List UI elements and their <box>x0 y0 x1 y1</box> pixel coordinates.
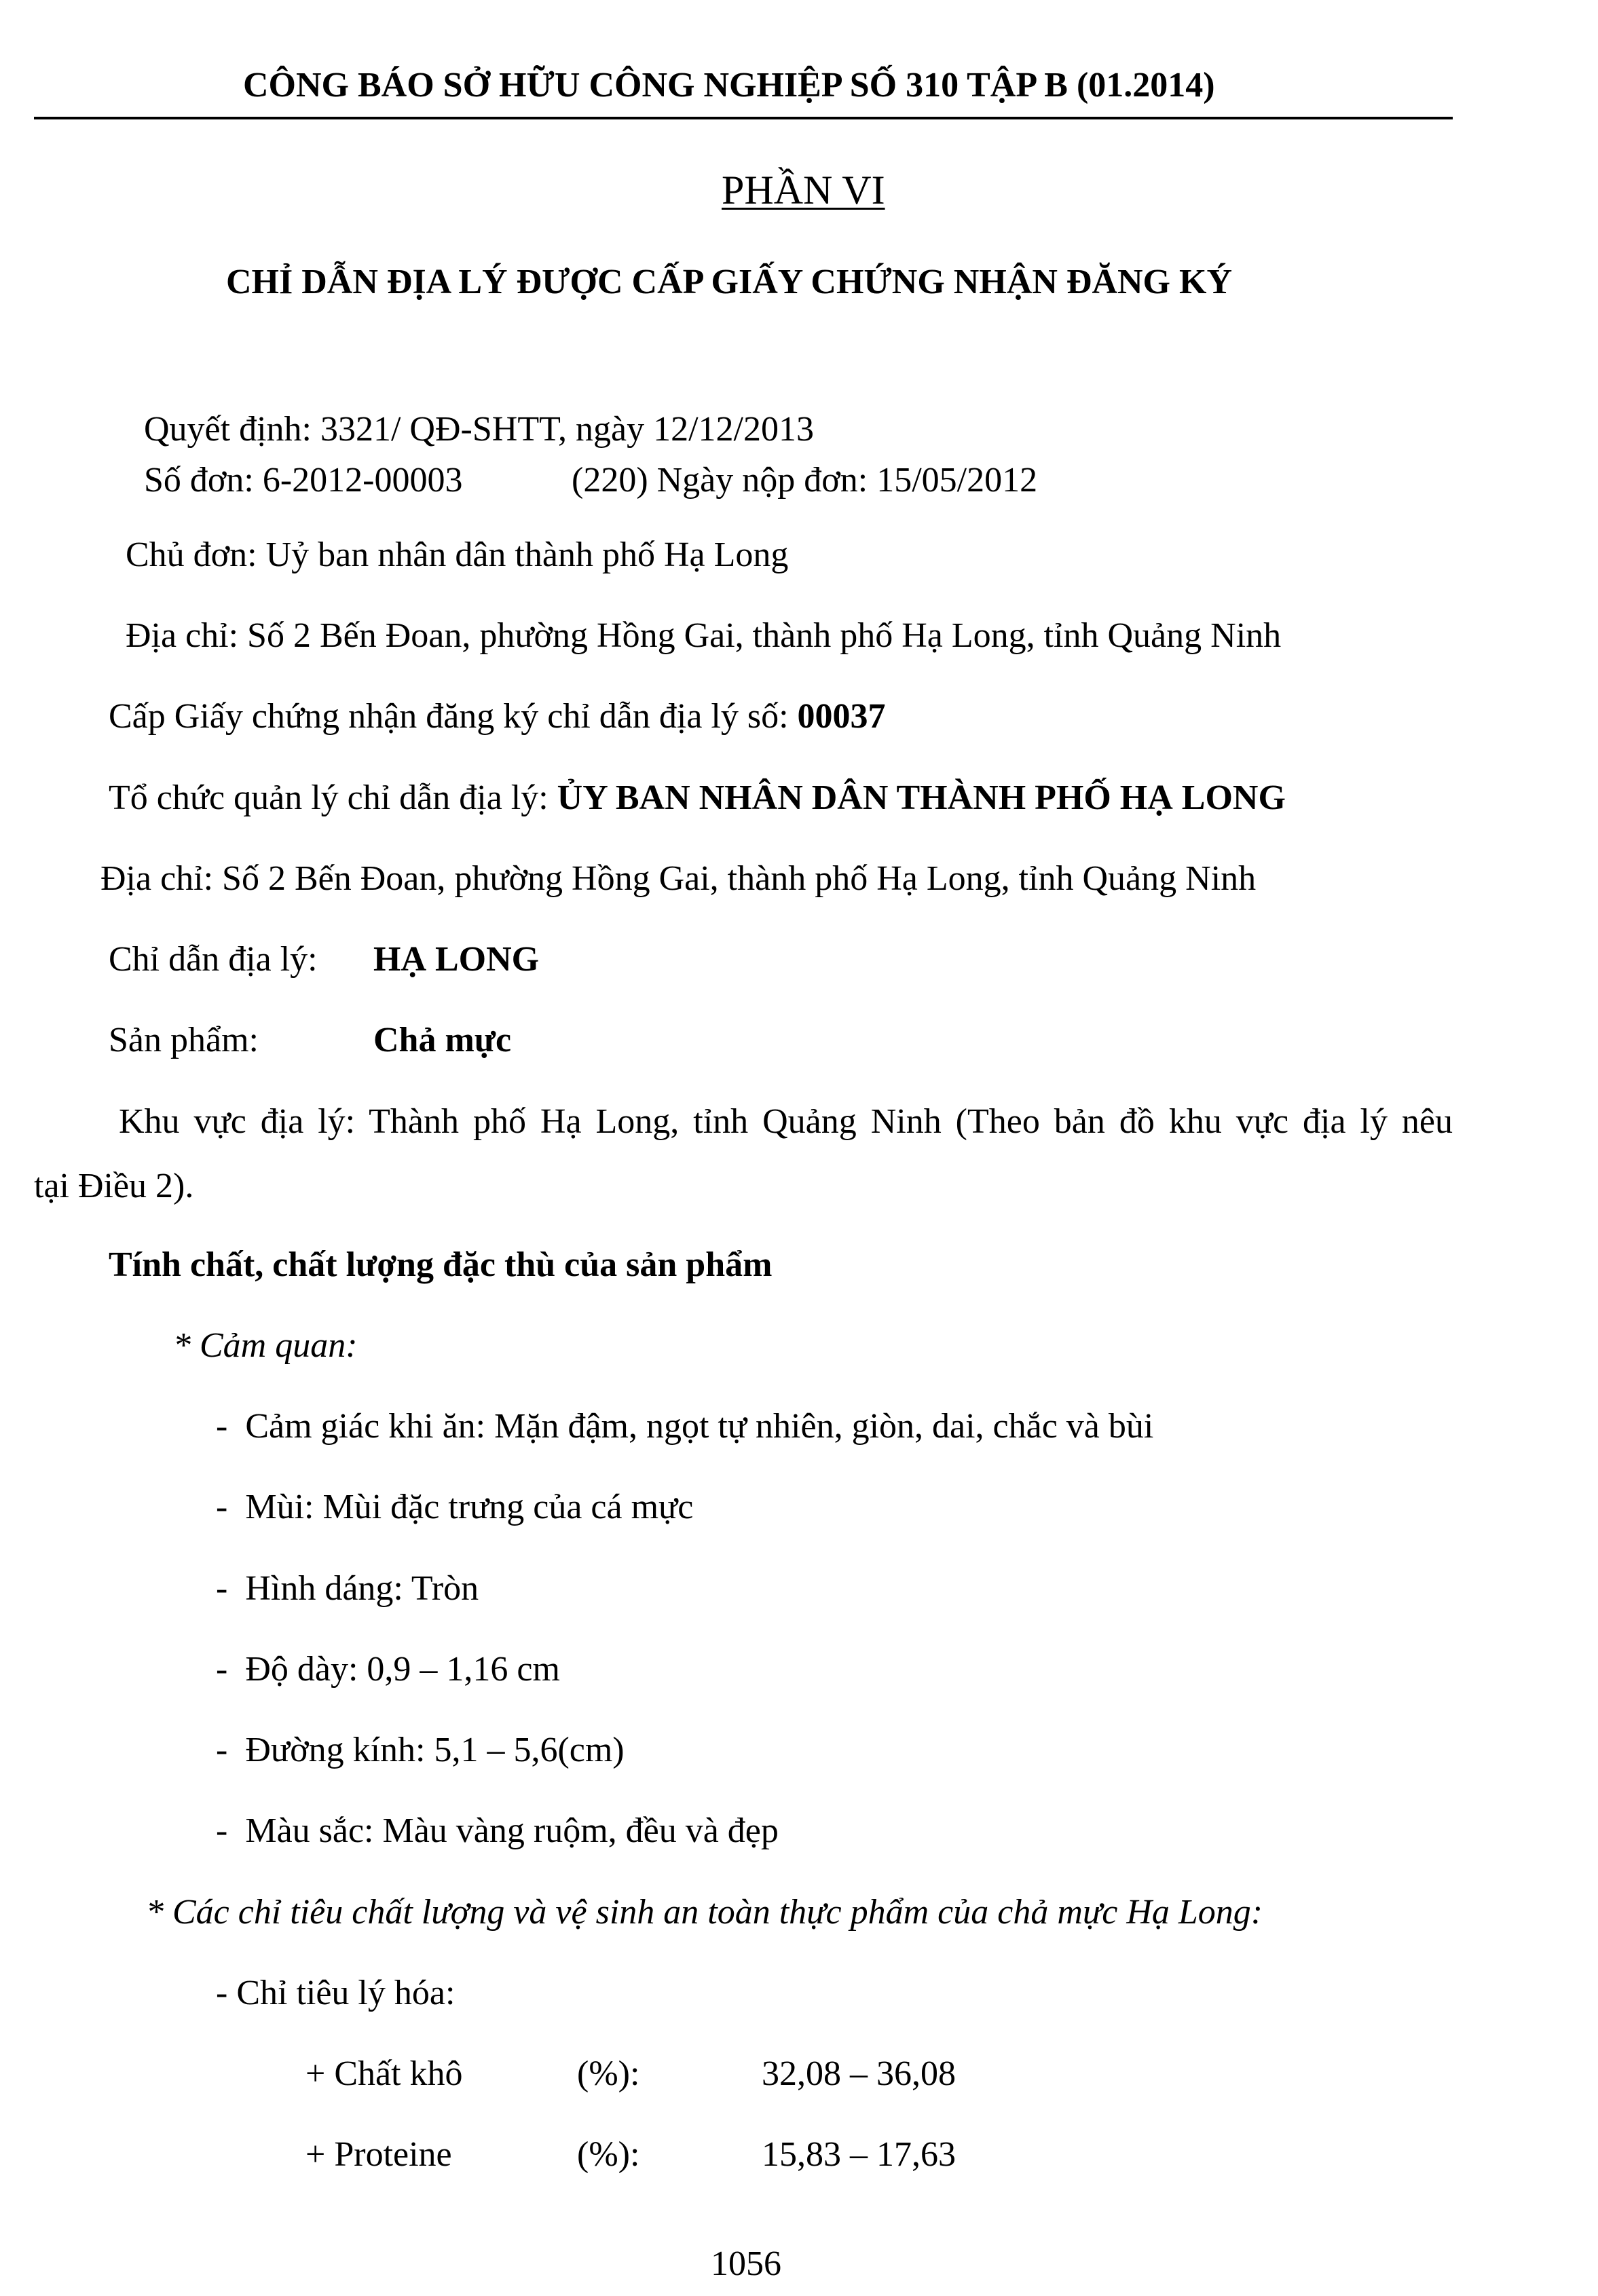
manager-name: ỦY BAN NHÂN DÂN THÀNH PHỐ HẠ LONG <box>557 778 1286 817</box>
sensory-item-text: Độ dày: 0,9 – 1,16 cm <box>245 1650 560 1689</box>
manager-label: Tổ chức quản lý chỉ dẫn địa lý: <box>109 778 549 817</box>
sensory-item: - Đường kính: 5,1 – 5,6(cm) <box>216 1731 625 1769</box>
page-number: 1056 <box>711 2244 781 2283</box>
physchem-unit: (%): <box>577 2135 640 2174</box>
running-header: CÔNG BÁO SỞ HỮU CÔNG NGHIỆP SỐ 310 TẬP B (01.2014) <box>243 66 1215 105</box>
quality-heading: * Các chỉ tiêu chất lượng và vệ sinh an toàn thực phẩm của chả mực Hạ Long: <box>146 1893 1263 1932</box>
part-title: PHẦN VI <box>722 168 885 212</box>
decision-line: Quyết định: 3321/ QĐ-SHTT, ngày 12/12/2013 <box>144 410 814 449</box>
application-number: Số đơn: 6-2012-00003 <box>144 461 463 500</box>
certificate-label: Cấp Giấy chứng nhận đăng ký chỉ dẫn địa lý số: <box>109 697 789 736</box>
sensory-item-text: Đường kính: 5,1 – 5,6(cm) <box>245 1731 625 1769</box>
gi-value: HẠ LONG <box>373 940 540 979</box>
certificate-number: 00037 <box>797 697 886 736</box>
sensory-item: - Độ dày: 0,9 – 1,16 cm <box>216 1650 560 1689</box>
sensory-item-text: Mùi: Mùi đặc trưng của cá mực <box>245 1488 694 1526</box>
product-value: Chả mực <box>373 1021 512 1059</box>
header-rule <box>34 117 1453 119</box>
physchem-value: 32,08 – 36,08 <box>762 2054 956 2093</box>
sensory-item: - Màu sắc: Màu vàng ruộm, đều và đẹp <box>216 1811 779 1850</box>
physchem-name: + Chất khô <box>305 2054 463 2093</box>
applicant-address: Địa chỉ: Số 2 Bến Đoan, phường Hồng Gai, thành phố Hạ Long, tỉnh Quảng Ninh <box>126 616 1282 655</box>
sensory-heading: * Cảm quan: <box>173 1326 358 1365</box>
characteristics-heading: Tính chất, chất lượng đặc thù của sản phẩm <box>109 1245 773 1284</box>
physchem-value: 15,83 – 17,63 <box>762 2135 956 2174</box>
sensory-item-text: Cảm giác khi ăn: Mặn đậm, ngọt tự nhiên, giòn, dai, chắc và bùi <box>245 1407 1154 1446</box>
physchem-heading: - Chỉ tiêu lý hóa: <box>216 1974 456 2012</box>
certificate-line <box>109 699 886 734</box>
sensory-item-text: Hình dáng: Tròn <box>245 1569 479 1608</box>
sensory-item: - Cảm giác khi ăn: Mặn đậm, ngọt tự nhiên, giòn, dai, chắc và bùi <box>216 1407 1154 1446</box>
applicant-line: Chủ đơn: Uỷ ban nhân dân thành phố Hạ Long <box>126 535 789 574</box>
filing-date: (220) Ngày nộp đơn: 15/05/2012 <box>572 461 1038 500</box>
sensory-item: - Mùi: Mùi đặc trưng của cá mực <box>216 1488 694 1526</box>
manager-line <box>109 780 1286 816</box>
area-line-2: tại Điều 2). <box>34 1167 194 1205</box>
product-label: Sản phẩm: <box>109 1021 259 1059</box>
sensory-item-text: Màu sắc: Màu vàng ruộm, đều và đẹp <box>245 1811 779 1850</box>
section-title: CHỈ DẪN ĐỊA LÝ ĐƯỢC CẤP GIẤY CHỨNG NHẬN ĐĂNG KÝ <box>226 263 1232 301</box>
gi-label: Chỉ dẫn địa lý: <box>109 940 318 979</box>
physchem-unit: (%): <box>577 2054 640 2093</box>
area-line-1: Khu vực địa lý: Thành phố Hạ Long, tỉnh Quảng Ninh (Theo bản đồ khu vực địa lý nêu <box>119 1102 1453 1141</box>
manager-address: Địa chỉ: Số 2 Bến Đoan, phường Hồng Gai, thành phố Hạ Long, tỉnh Quảng Ninh <box>100 859 1257 898</box>
sensory-item: - Hình dáng: Tròn <box>216 1569 479 1608</box>
physchem-name: + Proteine <box>305 2135 452 2174</box>
